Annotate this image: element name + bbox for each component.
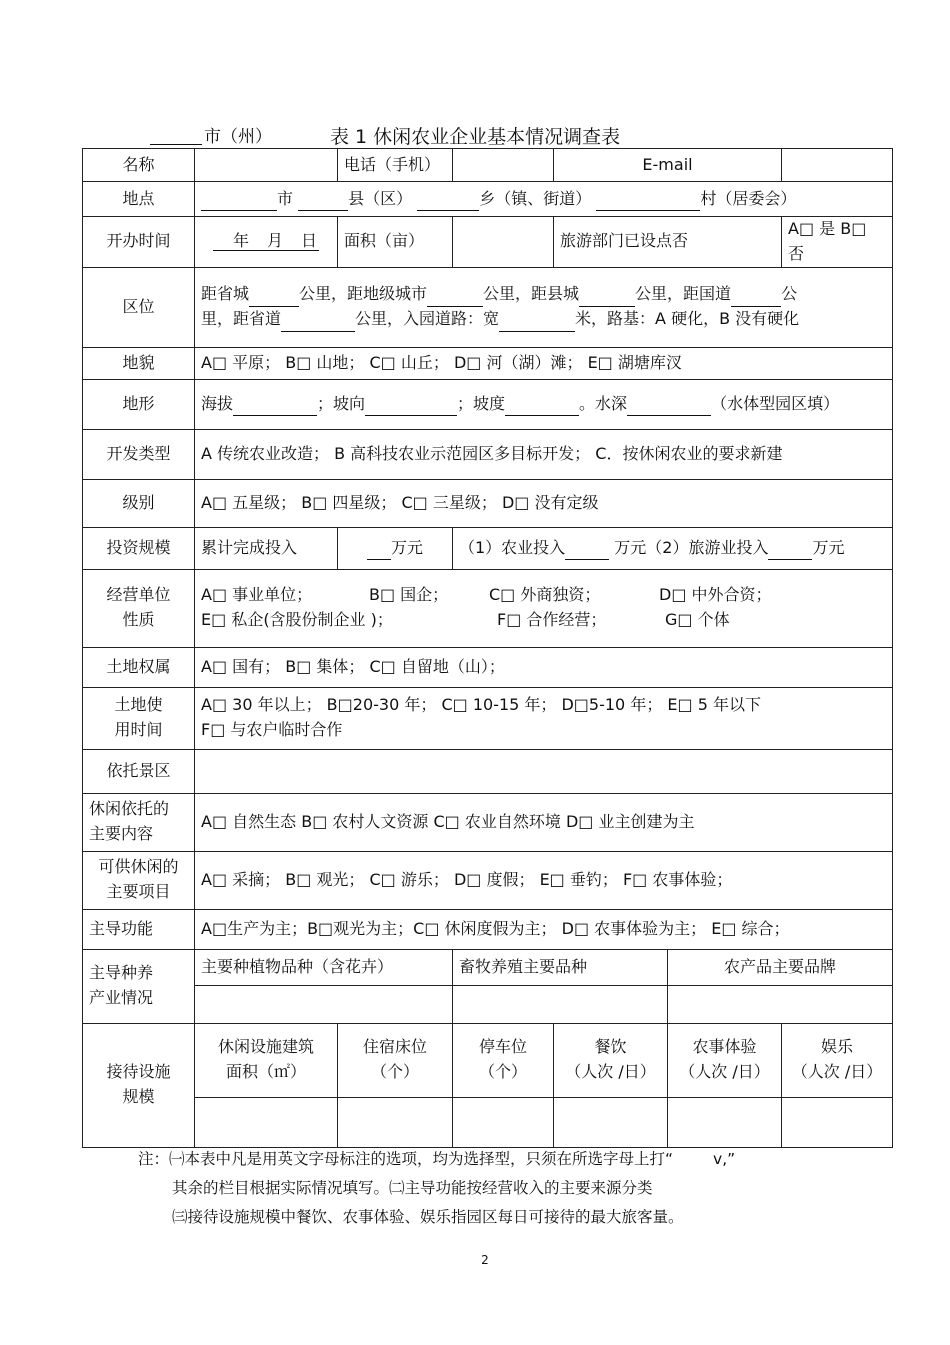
label-position: 区位 bbox=[83, 267, 195, 347]
reception-fun-field[interactable] bbox=[782, 1097, 893, 1147]
label-leisure-basis bbox=[83, 793, 195, 851]
own-opt-f[interactable]: F□ 合作经营； bbox=[497, 610, 607, 630]
year-text: 年 bbox=[232, 231, 249, 251]
industry-brand-field[interactable] bbox=[668, 985, 893, 1023]
reception-col-area bbox=[195, 1023, 338, 1097]
reception-col-farm-2: （人次 /日） bbox=[679, 1062, 770, 1082]
township-blank[interactable] bbox=[417, 192, 479, 211]
own-opt-e[interactable]: E□ 私企(含股份制企业 )； bbox=[201, 610, 393, 630]
slope-blank[interactable] bbox=[505, 397, 579, 416]
terrain-text-1: 海拔 bbox=[201, 393, 234, 413]
label-ownership-1: 经营单位 bbox=[106, 585, 171, 605]
label-reception bbox=[83, 1023, 195, 1147]
village-text: 村（居委会） bbox=[700, 188, 797, 208]
reception-beds-field[interactable] bbox=[338, 1097, 453, 1147]
agri-invest-blank[interactable] bbox=[565, 541, 609, 560]
position-field[interactable] bbox=[195, 267, 893, 347]
pos-text-8: 米，路基：A 硬化，B 没有硬化 bbox=[575, 309, 800, 329]
investment-detail-2: 万元（2）旅游业投入 bbox=[614, 537, 769, 557]
landright-options[interactable]: A□ 国有； B□ 集体； C□ 自留地（山）； bbox=[195, 647, 893, 687]
reception-col-farm bbox=[668, 1023, 782, 1097]
reception-col-beds-2: （个） bbox=[370, 1062, 419, 1082]
reception-col-area-2: 面积（㎡） bbox=[225, 1062, 306, 1082]
altitude-blank[interactable] bbox=[233, 397, 317, 416]
note-line-1a: 注：㈠本表中凡是用英文字母标注的选项，均为选择型，只须在所选字母上打“ bbox=[138, 1150, 674, 1168]
reception-col-parking-1: 停车位 bbox=[478, 1037, 527, 1057]
label-leisure-items-1: 可供休闲的 bbox=[98, 857, 179, 877]
pos-text-1: 距省城 bbox=[201, 284, 250, 304]
row-location bbox=[83, 182, 893, 217]
start-date-field[interactable] bbox=[195, 217, 338, 268]
label-industry-2: 产业情况 bbox=[89, 988, 154, 1008]
label-leisure-items bbox=[83, 851, 195, 909]
phone-field[interactable] bbox=[453, 149, 554, 182]
page-title: 表 1 休闲农业企业基本情况调查表 bbox=[330, 126, 621, 148]
label-landuse-2: 用时间 bbox=[114, 720, 163, 740]
page-number: 2 bbox=[481, 1253, 489, 1267]
notes bbox=[138, 1145, 858, 1232]
email-field[interactable] bbox=[782, 149, 893, 182]
row-landuse bbox=[83, 687, 893, 749]
township-text: 乡（镇、街道） bbox=[479, 188, 592, 208]
label-leisure-items-2: 主要项目 bbox=[106, 882, 171, 902]
label-name: 名称 bbox=[83, 149, 195, 182]
row-leisure-basis bbox=[83, 793, 893, 851]
note-line-1 bbox=[138, 1145, 858, 1174]
label-tourism: 旅游部门已设点否 bbox=[554, 217, 782, 268]
reception-dining-field[interactable] bbox=[554, 1097, 668, 1147]
main-function-options[interactable]: A□生产为主；B□观光为主；C□ 休闲度假为主； D□ 农事体验为主； E□ 综合； bbox=[195, 909, 893, 949]
investment-detail-3: 万元 bbox=[812, 537, 845, 557]
industry-col-brand: 农产品主要品牌 bbox=[668, 949, 893, 985]
own-opt-c[interactable]: C□ 外商独资； bbox=[489, 585, 601, 605]
label-industry-1: 主导种养 bbox=[89, 963, 154, 983]
reception-col-area-1: 休闲设施建筑 bbox=[217, 1037, 314, 1057]
row-industry-values bbox=[83, 985, 893, 1023]
level-options[interactable]: A□ 五星级； B□ 四星级； C□ 三星级； D□ 没有定级 bbox=[195, 479, 893, 527]
reception-area-field[interactable] bbox=[195, 1097, 338, 1147]
terrain-text-5: （水体型园区填） bbox=[711, 393, 840, 413]
own-opt-b[interactable]: B□ 国企； bbox=[369, 585, 449, 605]
reception-col-parking-2: （个） bbox=[478, 1062, 527, 1082]
reception-farm-field[interactable] bbox=[668, 1097, 782, 1147]
label-ownership bbox=[83, 569, 195, 647]
reception-parking-field[interactable] bbox=[453, 1097, 554, 1147]
row-landform bbox=[83, 347, 893, 379]
label-main-function: 主导功能 bbox=[83, 909, 195, 949]
pos-text-2: 公里，距地级城市 bbox=[299, 284, 428, 304]
note-line-3: ㈢接待设施规模中餐饮、农事体验、娱乐指园区每日可接待的最大旅客量。 bbox=[172, 1208, 684, 1226]
row-landright bbox=[83, 647, 893, 687]
label-location: 地点 bbox=[83, 182, 195, 217]
label-reception-2: 规模 bbox=[122, 1087, 155, 1107]
landuse-line-2[interactable]: F□ 与农户临时合作 bbox=[201, 720, 343, 740]
day-text: 日 bbox=[301, 231, 318, 251]
label-landright: 土地权属 bbox=[83, 647, 195, 687]
row-scenic bbox=[83, 749, 893, 793]
row-level bbox=[83, 479, 893, 527]
pos-text-3: 公里，距县城 bbox=[483, 284, 580, 304]
investment-total-field[interactable] bbox=[338, 527, 453, 569]
row-position bbox=[83, 267, 893, 347]
landuse-line-1[interactable]: A□ 30 年以上； B□20-30 年； C□ 10-15 年； D□5-10 年； E□ 5 年以下 bbox=[201, 695, 761, 715]
label-email: E-mail bbox=[554, 149, 782, 182]
aspect-blank[interactable] bbox=[365, 397, 457, 416]
city-blank[interactable] bbox=[201, 192, 277, 211]
label-landuse-1: 土地使 bbox=[114, 695, 163, 715]
depth-blank[interactable] bbox=[627, 397, 711, 416]
leisure-items-options[interactable]: A□ 采摘； B□ 观光； C□ 游乐； D□ 度假； E□ 垂钓； F□ 农事体验； bbox=[195, 851, 893, 909]
location-field[interactable] bbox=[195, 182, 893, 217]
row-reception-values bbox=[83, 1097, 893, 1147]
label-scenic: 依托景区 bbox=[83, 749, 195, 793]
label-landuse bbox=[83, 687, 195, 749]
reception-col-fun-1: 娱乐 bbox=[821, 1037, 854, 1057]
note-line-1b: v,” bbox=[713, 1150, 736, 1168]
industry-livestock-field[interactable] bbox=[453, 985, 668, 1023]
investment-unit: 万元 bbox=[390, 537, 423, 557]
pos-text-6: 里，距省道 bbox=[201, 309, 282, 329]
reception-col-fun-2: （人次 /日） bbox=[791, 1062, 883, 1082]
row-devtype bbox=[83, 429, 893, 479]
terrain-field[interactable] bbox=[195, 379, 893, 429]
reception-col-dining bbox=[554, 1023, 668, 1097]
row-start bbox=[83, 217, 893, 268]
terrain-text-4: 。水深 bbox=[579, 393, 628, 413]
investment-detail[interactable] bbox=[453, 527, 893, 569]
label-leisure-basis-2: 主要内容 bbox=[89, 824, 154, 844]
label-start: 开办时间 bbox=[83, 217, 195, 268]
reception-col-dining-2: （人次 /日） bbox=[565, 1062, 656, 1082]
area-field[interactable] bbox=[453, 217, 554, 268]
name-field[interactable] bbox=[195, 149, 338, 182]
reception-col-dining-1: 餐饮 bbox=[594, 1037, 627, 1057]
county-blank[interactable] bbox=[298, 192, 348, 211]
reception-col-beds-1: 住宿床位 bbox=[362, 1037, 427, 1057]
month-text: 月 bbox=[266, 231, 283, 251]
pos-text-7: 公里，入园道路：宽 bbox=[355, 309, 500, 329]
row-main-function bbox=[83, 909, 893, 949]
industry-col-livestock: 畜牧养殖主要品种 bbox=[453, 949, 668, 985]
investment-detail-1: （1）农业投入 bbox=[459, 537, 566, 557]
label-area: 面积（亩） bbox=[338, 217, 453, 268]
tourism-options[interactable]: A□ 是 B□ 否 bbox=[782, 217, 893, 268]
ownership-options[interactable] bbox=[195, 569, 893, 647]
terrain-text-2: ；坡向 bbox=[317, 393, 366, 413]
label-landform: 地貌 bbox=[83, 347, 195, 379]
terrain-text-3: ；坡度 bbox=[457, 393, 506, 413]
row-reception-head bbox=[83, 1023, 893, 1097]
pos-blank-5[interactable] bbox=[281, 313, 355, 332]
reception-col-fun bbox=[782, 1023, 893, 1097]
city-suffix: 市（州） bbox=[204, 127, 272, 147]
label-devtype: 开发类型 bbox=[83, 429, 195, 479]
county-text: 县（区） bbox=[348, 188, 413, 208]
label-phone: 电话（手机） bbox=[338, 149, 453, 182]
city-blank-line[interactable] bbox=[150, 122, 202, 145]
pos-blank-2[interactable] bbox=[427, 288, 483, 307]
row-ownership bbox=[83, 569, 893, 647]
landform-options[interactable]: A□ 平原； B□ 山地； C□ 山丘； D□ 河（湖）滩； E□ 湖塘库汊 bbox=[195, 347, 893, 379]
label-terrain: 地形 bbox=[83, 379, 195, 429]
label-investment: 投资规模 bbox=[83, 527, 195, 569]
tour-invest-blank[interactable] bbox=[768, 541, 812, 560]
pos-text-4: 公里，距国道 bbox=[635, 284, 732, 304]
city-text: 市 bbox=[277, 188, 294, 208]
row-name bbox=[83, 149, 893, 182]
investment-total-label: 累计完成投入 bbox=[195, 527, 338, 569]
industry-plants-field[interactable] bbox=[195, 985, 453, 1023]
reception-col-beds bbox=[338, 1023, 453, 1097]
row-investment bbox=[83, 527, 893, 569]
village-blank[interactable] bbox=[596, 192, 700, 211]
investment-total-blank[interactable] bbox=[367, 541, 391, 560]
own-opt-d[interactable]: D□ 中外合资； bbox=[659, 585, 772, 605]
reception-col-farm-1: 农事体验 bbox=[692, 1037, 757, 1057]
pos-blank-4[interactable] bbox=[731, 288, 781, 307]
devtype-options[interactable]: A 传统农业改造； B 高科技农业示范园区多目标开发； C．按休闲农业的要求新建 bbox=[195, 429, 893, 479]
label-reception-1: 接待设施 bbox=[106, 1062, 171, 1082]
leisure-basis-options[interactable]: A□ 自然生态 B□ 农村人文资源 C□ 农业自然环境 D□ 业主创建为主 bbox=[195, 793, 893, 851]
pos-blank-1[interactable] bbox=[249, 288, 299, 307]
survey-table bbox=[82, 148, 893, 1148]
table-title bbox=[150, 122, 850, 148]
industry-col-plants: 主要种植物品种（含花卉） bbox=[195, 949, 453, 985]
note-line-2: 其余的栏目根据实际情况填写。㈡主导功能按经营收入的主要来源分类 bbox=[172, 1179, 653, 1197]
landuse-options[interactable] bbox=[195, 687, 893, 749]
label-industry bbox=[83, 949, 195, 1023]
scenic-field[interactable] bbox=[195, 749, 893, 793]
reception-col-parking bbox=[453, 1023, 554, 1097]
row-leisure-items bbox=[83, 851, 893, 909]
label-ownership-2: 性质 bbox=[122, 610, 155, 630]
own-opt-g[interactable]: G□ 个体 bbox=[665, 610, 730, 630]
label-level: 级别 bbox=[83, 479, 195, 527]
row-industry-head bbox=[83, 949, 893, 985]
pos-blank-3[interactable] bbox=[579, 288, 635, 307]
label-leisure-basis-1: 休闲依托的 bbox=[89, 799, 170, 819]
own-opt-a[interactable]: A□ 事业单位； bbox=[201, 585, 313, 605]
pos-blank-6[interactable] bbox=[499, 313, 575, 332]
pos-text-5: 公 bbox=[781, 284, 798, 304]
row-terrain bbox=[83, 379, 893, 429]
